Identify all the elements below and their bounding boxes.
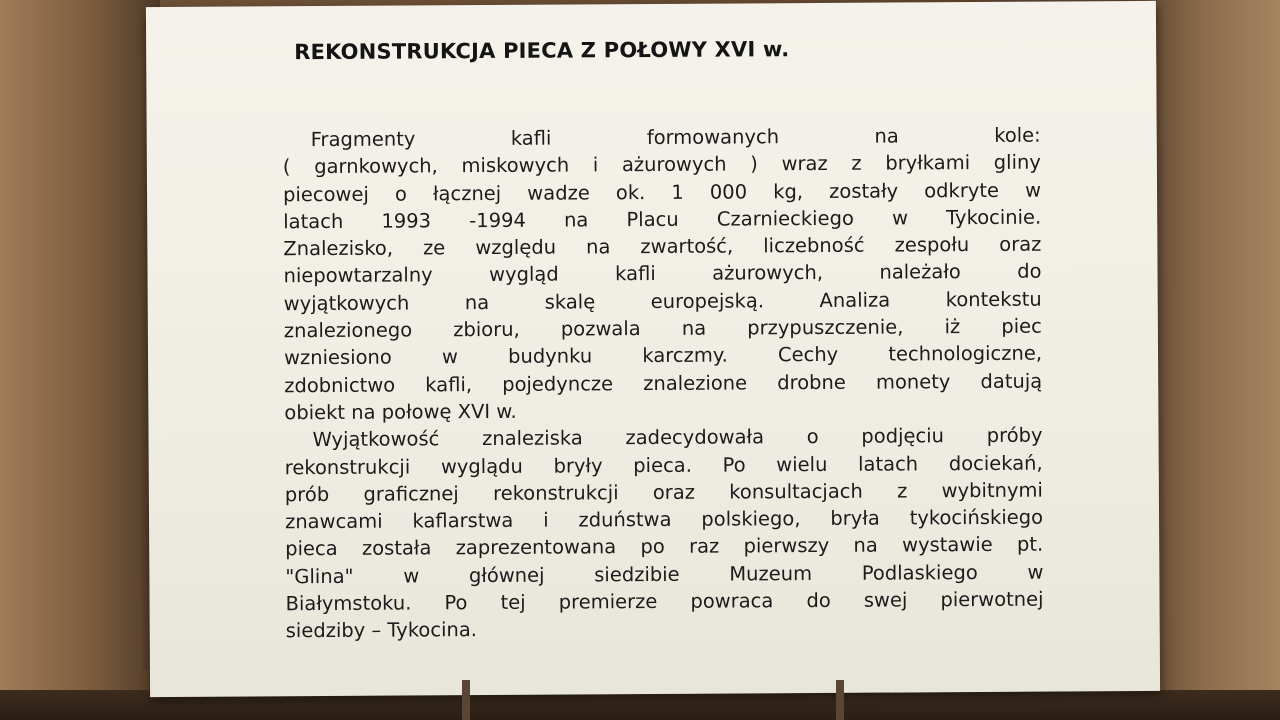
- text-line: rekonstrukcji wyglądu bryły pieca. Po wielu latach dociekań,: [284, 451, 1043, 479]
- text-line: latach 1993 -1994 na Placu Czarnieckiego w Tykocinie.: [283, 205, 1042, 234]
- text-line: Znalezisko, ze względu na zwartość, liczebność zespołu oraz: [283, 232, 1042, 261]
- text-line: niepowtarzalny wygląd kafli ażurowych, należało do: [283, 260, 1042, 288]
- text-line: wzniesiono w budynku karczmy. Cechy technologiczne,: [283, 341, 1043, 370]
- easel-leg-left: [462, 680, 470, 720]
- sign-title: REKONSTRUKCJA PIECA Z POŁOWY XVI w.: [294, 37, 790, 65]
- text-line: obiekt na połowę XVI w.: [284, 399, 517, 425]
- paragraph-1: [283, 122, 1043, 427]
- text-line: piecowej o łącznej wadze ok. 1 000 kg, zostały odkryte w: [282, 178, 1042, 206]
- easel-leg-right: [836, 680, 844, 720]
- info-sign: [146, 1, 1160, 697]
- text-line: Białymstoku. Po tej premierze powraca do swej pierwotnej: [285, 587, 1044, 616]
- text-line: siedziby – Tykocina.: [285, 618, 478, 643]
- text-line: znawcami kaflarstwa i zduństwa polskiego, bryła tykocińskiego: [284, 505, 1044, 534]
- paragraph-2: [284, 422, 1043, 645]
- stone-wall-left: [0, 0, 160, 720]
- text-line: pieca została zaprezentowana po raz pierwszy na wystawie pt.: [285, 533, 1044, 561]
- text-line: znalezionego zbioru, pozwala na przypuszczenie, iż piec: [283, 314, 1042, 343]
- text-line: prób graficznej rekonstrukcji oraz konsultacjach z wybitnymi: [284, 478, 1043, 507]
- text-line: zdobnictwo kafli, pojedyncze znalezione drobne monety datują: [284, 369, 1043, 397]
- text-line: "Glina" w głównej siedzibie Muzeum Podlaskiego w: [285, 560, 1044, 588]
- text-line: Fragmenty kafli formowanych na kole:: [310, 123, 1041, 152]
- sign-body: [283, 122, 1044, 645]
- text-line: ( garnkowych, miskowych i ażurowych ) wraz z bryłkami gliny: [282, 150, 1041, 179]
- text-line: wyjątkowych na skalę europejską. Analiza kontekstu: [283, 287, 1042, 316]
- text-line: Wyjątkowość znaleziska zadecydowała o podjęciu próby: [312, 423, 1043, 452]
